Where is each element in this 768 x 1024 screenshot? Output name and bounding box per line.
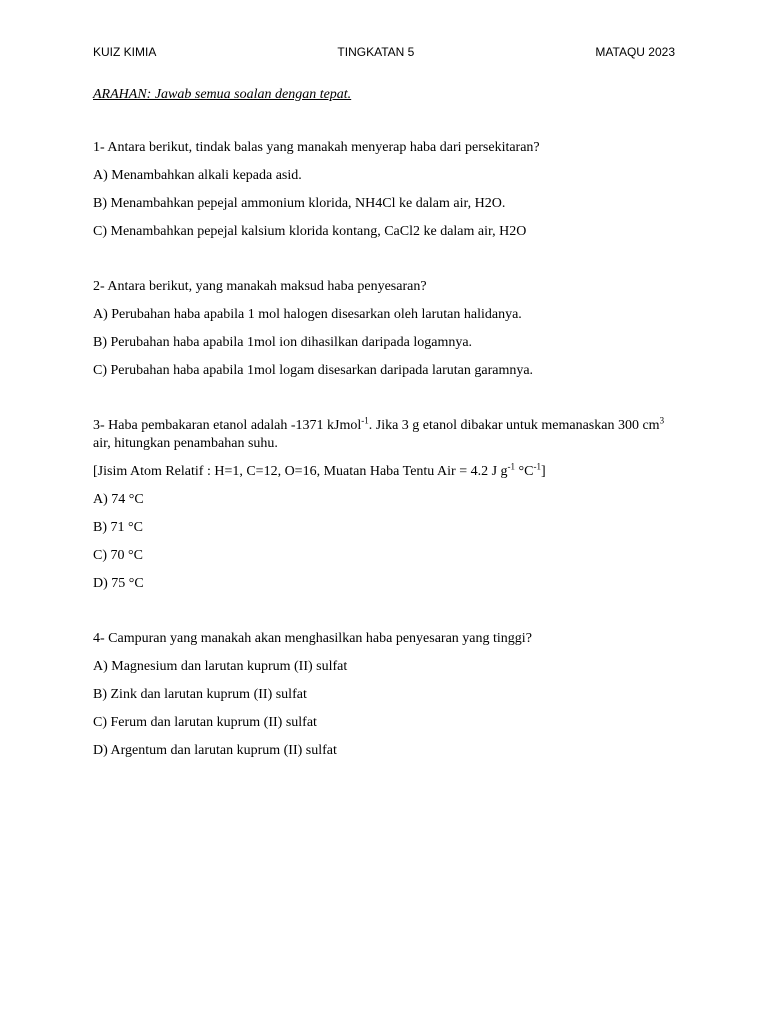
option-d: D) Argentum dan larutan kuprum (II) sulfat xyxy=(93,743,337,758)
option-a: A) Magnesium dan larutan kuprum (II) sulfat xyxy=(93,659,348,674)
superscript: -1 xyxy=(533,461,541,472)
option-a: A) Perubahan haba apabila 1 mol halogen disesarkan oleh larutan halidanya. xyxy=(93,307,522,322)
question-text xyxy=(93,417,683,453)
question-1 xyxy=(93,139,683,241)
option-b: B) Zink dan larutan kuprum (II) sulfat xyxy=(93,687,307,702)
option-d: D) 75 °C xyxy=(93,576,144,591)
superscript: 3 xyxy=(659,415,665,426)
option-c: C) Perubahan haba apabila 1mol logam disesarkan daripada larutan garamnya. xyxy=(93,363,534,378)
option-b: B) Perubahan haba apabila 1mol ion dihasilkan daripada logamnya. xyxy=(93,335,473,350)
relative-atomic-mass-note xyxy=(93,463,683,481)
option-c: C) Menambahkan pepejal kalsium klorida kontang, CaCl2 ke dalam air, H2O xyxy=(93,224,527,239)
question-4 xyxy=(93,630,683,760)
question-text: 1- Antara berikut, tindak balas yang manakah menyerap haba dari persekitaran? xyxy=(93,140,540,155)
question-text: 2- Antara berikut, yang manakah maksud haba penyesaran? xyxy=(93,279,427,294)
option-a: A) 74 °C xyxy=(93,492,144,507)
superscript: -1 xyxy=(507,461,516,472)
instruction-text: ARAHAN: Jawab semua soalan dengan tepat. xyxy=(93,87,352,102)
note-part: ] xyxy=(540,464,546,479)
question-text-part: air, hitungkan penambahan suhu. xyxy=(93,436,278,451)
header-subject: KUIZ KIMIA xyxy=(93,45,157,59)
header-level: TINGKATAN 5 xyxy=(337,45,415,59)
page-header xyxy=(93,42,675,62)
option-c: C) 70 °C xyxy=(93,548,143,563)
question-text-part: . Jika 3 g etanol dibakar untuk memanaskan 300 cm xyxy=(368,418,660,433)
question-text-part: 3- Haba pembakaran etanol adalah -1371 kJmol xyxy=(93,418,362,433)
option-c: C) Ferum dan larutan kuprum (II) sulfat xyxy=(93,715,317,730)
header-source: MATAQU 2023 xyxy=(595,45,675,59)
superscript: -1 xyxy=(361,415,369,426)
question-2 xyxy=(93,278,683,380)
note-part: °C xyxy=(515,464,534,479)
question-text: 4- Campuran yang manakah akan menghasilkan haba penyesaran yang tinggi? xyxy=(93,631,532,646)
quiz-body xyxy=(93,86,683,797)
option-b: B) 71 °C xyxy=(93,520,143,535)
question-3 xyxy=(93,417,683,593)
option-b: B) Menambahkan pepejal ammonium klorida, NH4Cl ke dalam air, H2O. xyxy=(93,196,506,211)
note-part: [Jisim Atom Relatif : H=1, C=12, O=16, Muatan Haba Tentu Air = 4.2 J g xyxy=(93,464,508,479)
option-a: A) Menambahkan alkali kepada asid. xyxy=(93,168,302,183)
